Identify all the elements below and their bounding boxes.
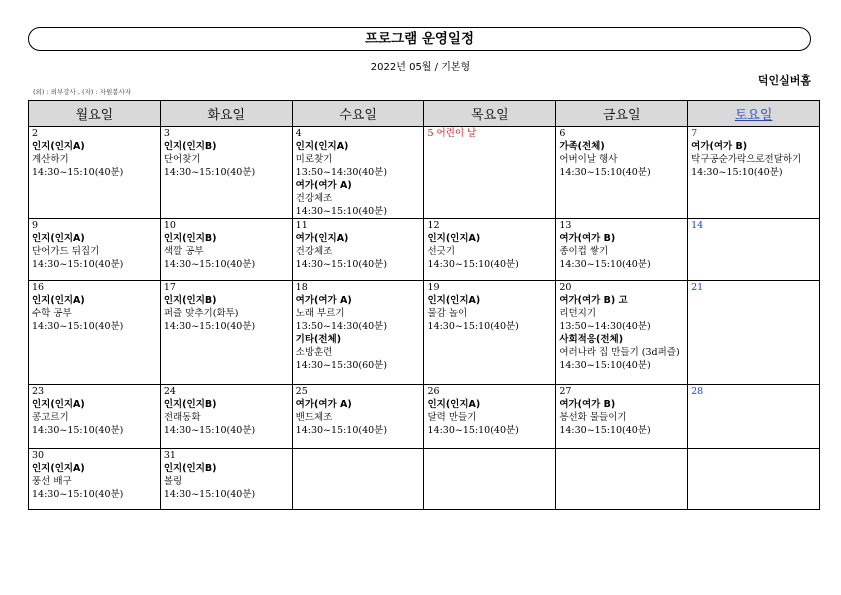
day-cell xyxy=(556,281,688,385)
day-cell xyxy=(556,385,688,449)
day-cell xyxy=(292,385,424,449)
program-name: 색깔 공부 xyxy=(163,246,204,257)
program-category: 인지(인지A) xyxy=(32,233,85,244)
schedule-subtitle: 2022년 05월 / 기본형 xyxy=(370,62,471,73)
program-name: 소방훈련 xyxy=(295,347,333,358)
day-cell xyxy=(556,449,688,510)
day-cell xyxy=(160,281,292,385)
day-number: 21 xyxy=(691,282,704,293)
day-number: 7 xyxy=(691,128,698,139)
day-cell xyxy=(424,281,556,385)
day-number: 30 xyxy=(32,450,45,461)
program-time: 13:50~14:30(40분) xyxy=(295,321,388,332)
program-time: 14:30~15:10(40분) xyxy=(559,360,651,371)
day-number: 27 xyxy=(559,386,572,397)
day-number: 28 xyxy=(691,386,704,397)
day-number: 9 xyxy=(32,220,39,231)
program-name: 여러나라 집 만들기 (3d퍼즐) xyxy=(559,347,680,358)
program-name: 단어찾기 xyxy=(163,154,201,165)
program-time: 14:30~15:10(40분) xyxy=(163,321,256,332)
program-name: 노래 부르기 xyxy=(295,308,345,319)
program-time: 14:30~15:30(60분) xyxy=(295,360,388,371)
program-category: 인지(인지A) xyxy=(427,233,481,244)
program-category: 인지(인지A) xyxy=(32,141,85,152)
day-cell xyxy=(29,385,161,449)
program-category: 인지(인지B) xyxy=(163,295,217,306)
day-cell xyxy=(29,219,161,281)
program-category: 여가(여가 B) 고 xyxy=(559,295,628,306)
program-time: 14:30~15:10(40분) xyxy=(295,206,388,217)
program-category: 인지(인지A) xyxy=(32,399,85,410)
day-number: 17 xyxy=(163,282,176,293)
program-time: 14:30~15:10(40분) xyxy=(163,489,256,500)
program-time: 14:30~15:10(40분) xyxy=(691,167,783,178)
program-time: 14:30~15:10(40분) xyxy=(32,425,124,436)
program-time: 14:30~15:10(40분) xyxy=(163,425,256,436)
day-cell xyxy=(160,385,292,449)
program-time: 14:30~15:10(40분) xyxy=(32,259,124,270)
day-number: 19 xyxy=(427,282,440,293)
day-number: 16 xyxy=(32,282,45,293)
program-category: 사회적응(전체) xyxy=(559,334,624,345)
program-name: 계산하기 xyxy=(32,154,69,165)
day-cell xyxy=(688,281,820,385)
day-number: 10 xyxy=(163,220,176,231)
day-cell xyxy=(160,219,292,281)
program-name: 풍선 배구 xyxy=(32,476,72,487)
day-number: 12 xyxy=(427,220,440,231)
day-number: 14 xyxy=(691,220,704,231)
weekday-header-tue: 화요일 xyxy=(160,101,292,127)
program-time: 14:30~15:10(40분) xyxy=(559,425,651,436)
program-name: 수학 공부 xyxy=(32,308,72,319)
day-number: 4 xyxy=(295,128,302,139)
program-category: 기타(전체) xyxy=(295,334,342,345)
program-time: 14:30~15:10(40분) xyxy=(163,259,256,270)
calendar-table xyxy=(28,100,820,510)
program-category: 여가(여가 A) xyxy=(295,399,352,410)
day-number: 25 xyxy=(295,386,308,397)
program-name: 선긋기 xyxy=(427,246,456,257)
day-number: 20 xyxy=(559,282,572,293)
program-time: 14:30~15:10(40분) xyxy=(427,321,519,332)
day-cell xyxy=(556,127,688,219)
day-number: 18 xyxy=(295,282,308,293)
program-category: 인지(인지A) xyxy=(32,463,85,474)
program-time: 14:30~15:10(40분) xyxy=(295,425,388,436)
program-category: 인지(인지A) xyxy=(427,399,481,410)
day-cell xyxy=(556,219,688,281)
day-cell xyxy=(424,127,556,219)
program-category: 가족(전체) xyxy=(559,141,605,152)
program-name: 달력 만들기 xyxy=(427,412,477,423)
day-cell xyxy=(29,127,161,219)
program-category: 인지(인지A) xyxy=(295,141,349,152)
day-cell xyxy=(424,385,556,449)
program-name: 볼링 xyxy=(163,476,183,487)
program-name: 물감 놀이 xyxy=(427,308,468,319)
day-cell xyxy=(160,127,292,219)
program-time: 13:50~14:30(40분) xyxy=(295,167,388,178)
program-time: 13:50~14:30(40분) xyxy=(559,321,651,332)
program-category: 인지(인지B) xyxy=(163,399,217,410)
weekday-header-sat: 토요일 xyxy=(688,101,820,127)
program-time: 14:30~15:10(40분) xyxy=(32,167,124,178)
day-number: 23 xyxy=(32,386,45,397)
day-number: 13 xyxy=(559,220,572,231)
program-name: 미로찾기 xyxy=(295,154,333,165)
program-name: 리던지기 xyxy=(559,308,597,319)
weekday-header-fri: 금요일 xyxy=(556,101,688,127)
program-name: 콩고르기 xyxy=(32,412,69,423)
week-row xyxy=(29,127,820,219)
week-row xyxy=(29,385,820,449)
day-cell xyxy=(688,449,820,510)
legend-note: (외) : 외부강사 , (자) : 자원봉사자 xyxy=(33,88,132,96)
program-time: 14:30~15:10(40분) xyxy=(427,259,519,270)
program-category: 여가(여가 A) xyxy=(295,295,352,306)
program-time: 14:30~15:10(40분) xyxy=(559,259,651,270)
day-number: 26 xyxy=(427,386,440,397)
weekday-header-wed: 수요일 xyxy=(292,101,424,127)
weekday-header-thu: 목요일 xyxy=(424,101,556,127)
day-cell xyxy=(292,219,424,281)
program-name: 건강체조 xyxy=(295,193,333,204)
day-cell xyxy=(688,219,820,281)
day-cell xyxy=(292,449,424,510)
week-row xyxy=(29,219,820,281)
program-name: 탁구공순가락으로전달하기 xyxy=(691,154,802,165)
day-cell xyxy=(160,449,292,510)
day-number: 3 xyxy=(163,128,170,139)
program-name: 어버이날 행사 xyxy=(559,154,618,165)
day-cell xyxy=(292,127,424,219)
day-number: 2 xyxy=(32,128,39,139)
program-category: 인지(인지A) xyxy=(32,295,85,306)
week-row xyxy=(29,449,820,510)
day-cell xyxy=(424,449,556,510)
organization-name: 덕인실버홈 xyxy=(757,74,811,87)
program-name: 건강체조 xyxy=(295,246,333,257)
program-time: 14:30~15:10(40분) xyxy=(163,167,256,178)
day-number: 6 xyxy=(559,128,566,139)
program-category: 여가(여가 A) xyxy=(295,180,352,191)
day-cell xyxy=(292,281,424,385)
page-title: 프로그램 운영일정 xyxy=(28,27,811,51)
program-category: 인지(인지B) xyxy=(163,463,217,474)
program-time: 14:30~15:10(40분) xyxy=(427,425,519,436)
program-category: 인지(인지B) xyxy=(163,233,217,244)
day-number: 11 xyxy=(295,220,308,231)
program-category: 여가(여가 B) xyxy=(691,141,748,152)
program-name: 전래동화 xyxy=(163,412,201,423)
program-name: 종이컵 쌓기 xyxy=(559,246,609,257)
weekday-header-row xyxy=(29,101,820,127)
day-cell xyxy=(29,281,161,385)
program-name: 밴드체조 xyxy=(295,412,333,423)
day-number: 24 xyxy=(163,386,176,397)
program-time: 14:30~15:10(40분) xyxy=(32,489,124,500)
program-time: 14:30~15:10(40분) xyxy=(559,167,651,178)
day-cell xyxy=(688,127,820,219)
program-category: 여가(여가 B) xyxy=(559,399,616,410)
program-category: 인지(인지A) xyxy=(427,295,481,306)
day-cell xyxy=(29,449,161,510)
day-cell xyxy=(688,385,820,449)
day-number: 31 xyxy=(163,450,176,461)
program-category: 인지(인지B) xyxy=(163,141,217,152)
holiday-label: 5 어린이 날 xyxy=(427,128,477,139)
program-name: 봉선화 물들이기 xyxy=(559,412,627,423)
program-time: 14:30~15:10(40분) xyxy=(295,259,388,270)
program-time: 14:30~15:10(40분) xyxy=(32,321,124,332)
program-name: 단어가드 뒤집기 xyxy=(32,246,100,257)
weekday-header-mon: 월요일 xyxy=(29,101,161,127)
program-name: 퍼즐 맞추기(화투) xyxy=(163,308,239,319)
day-cell xyxy=(424,219,556,281)
program-category: 여가(인지A) xyxy=(295,233,349,244)
program-category: 여가(여가 B) xyxy=(559,233,616,244)
week-row xyxy=(29,281,820,385)
